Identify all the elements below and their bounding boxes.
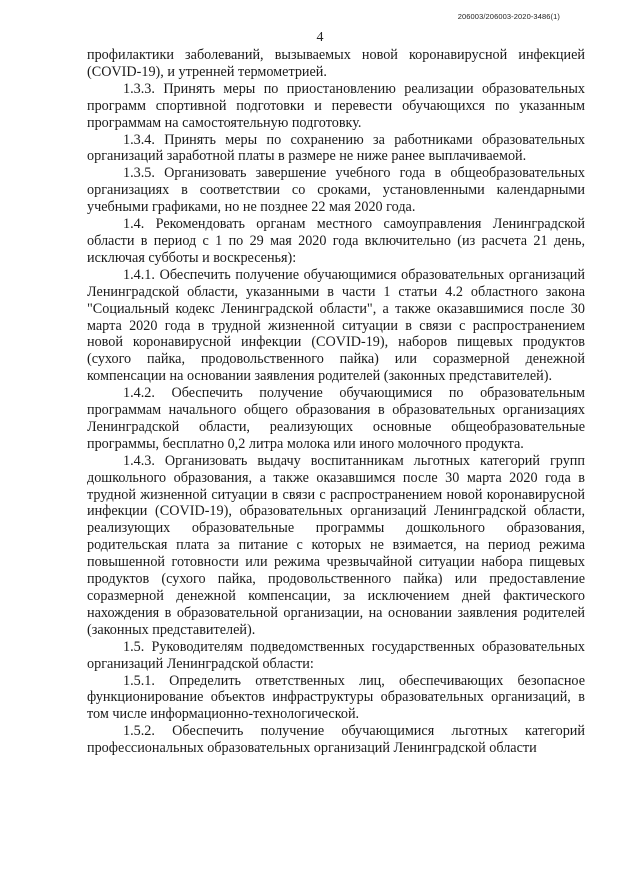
paragraph-1-5-1: 1.5.1. Определить ответственных лиц, обеспечивающих безопасное функционирование объектов инфраструктуры образовательных организаций, в том числе информационно-технологической. <box>87 672 585 723</box>
document-body <box>87 47 585 757</box>
paragraph-1-5-2: 1.5.2. Обеспечить получение обучающимися льготных категорий профессиональных образовательных организаций Ленинградской области <box>87 723 585 757</box>
paragraph-continuation: профилактики заболеваний, вызываемых новой коронавирусной инфекцией (COVID-19), и утренней термометрией. <box>87 47 585 80</box>
paragraph-1-4-3: 1.4.3. Организовать выдачу воспитанникам льготных категорий групп дошкольного образования, а также оказавшимся после 30 марта 2020 года в трудной жизненной ситуации в связи с распространением новой коронавирусной инфекции (COVID-19), образовательных организаций Ленинградской области, реализующих образовательные программы дошкольного образования, родительская плата за питание с которых не взимается, на период режима повышенной готовности или режима чрезвычайной ситуации набора пищевых продуктов (сухого пайка, продовольственного пайка) или предоставление соразмерной денежной компенсации, за исключением дней фактического нахождения в образовательной организации, на основании заявления родителей (законных представителей). <box>87 452 585 638</box>
document-id: 206003/206003-2020-3486(1) <box>457 12 560 21</box>
paragraph-1-4-1: 1.4.1. Обеспечить получение обучающимися образовательных организаций Ленинградской области, указанными в части 1 статьи 4.2 областного закона "Социальный кодекс Ленинградской области", а также оказавшимися после 30 марта 2020 года в трудной жизненной ситуации в связи с распространением новой коронавирусной инфекции (COVID-19), наборов пищевых продуктов (сухого пайка, продовольственного пайка) или соразмерной денежной компенсации на основании заявления родителей (законных представителей). <box>87 266 585 385</box>
paragraph-1-3-5: 1.3.5. Организовать завершение учебного года в общеобразовательных организациях в соответствии со сроками, установленными календарными учебными графиками, но не позднее 22 мая 2020 года. <box>87 165 585 216</box>
paragraph-1-4-2: 1.4.2. Обеспечить получение обучающимися по образовательным программам начального общего образования в образовательных организациях Ленинградской области, реализующих основные общеобразовательные программы, бесплатно 0,2 литра молока или иного молочного продукта. <box>87 385 585 452</box>
paragraph-1-5: 1.5. Руководителям подведомственных государственных образовательных организаций Ленинградской области: <box>87 638 585 672</box>
paragraph-1-4: 1.4. Рекомендовать органам местного самоуправления Ленинградской области в период с 1 по 29 мая 2020 года включительно (из расчета 21 день, исключая субботы и воскресенья): <box>87 216 585 266</box>
page-number: 4 <box>316 30 324 45</box>
paragraph-1-3-3: 1.3.3. Принять меры по приостановлению реализации образовательных программ спортивной подготовки и перевести обучающихся по указанным программам на самостоятельную подготовку. <box>87 80 585 131</box>
paragraph-1-3-4: 1.3.4. Принять меры по сохранению за работниками образовательных организаций заработной платы в размере не ниже ранее выплачиваемой. <box>87 131 585 165</box>
